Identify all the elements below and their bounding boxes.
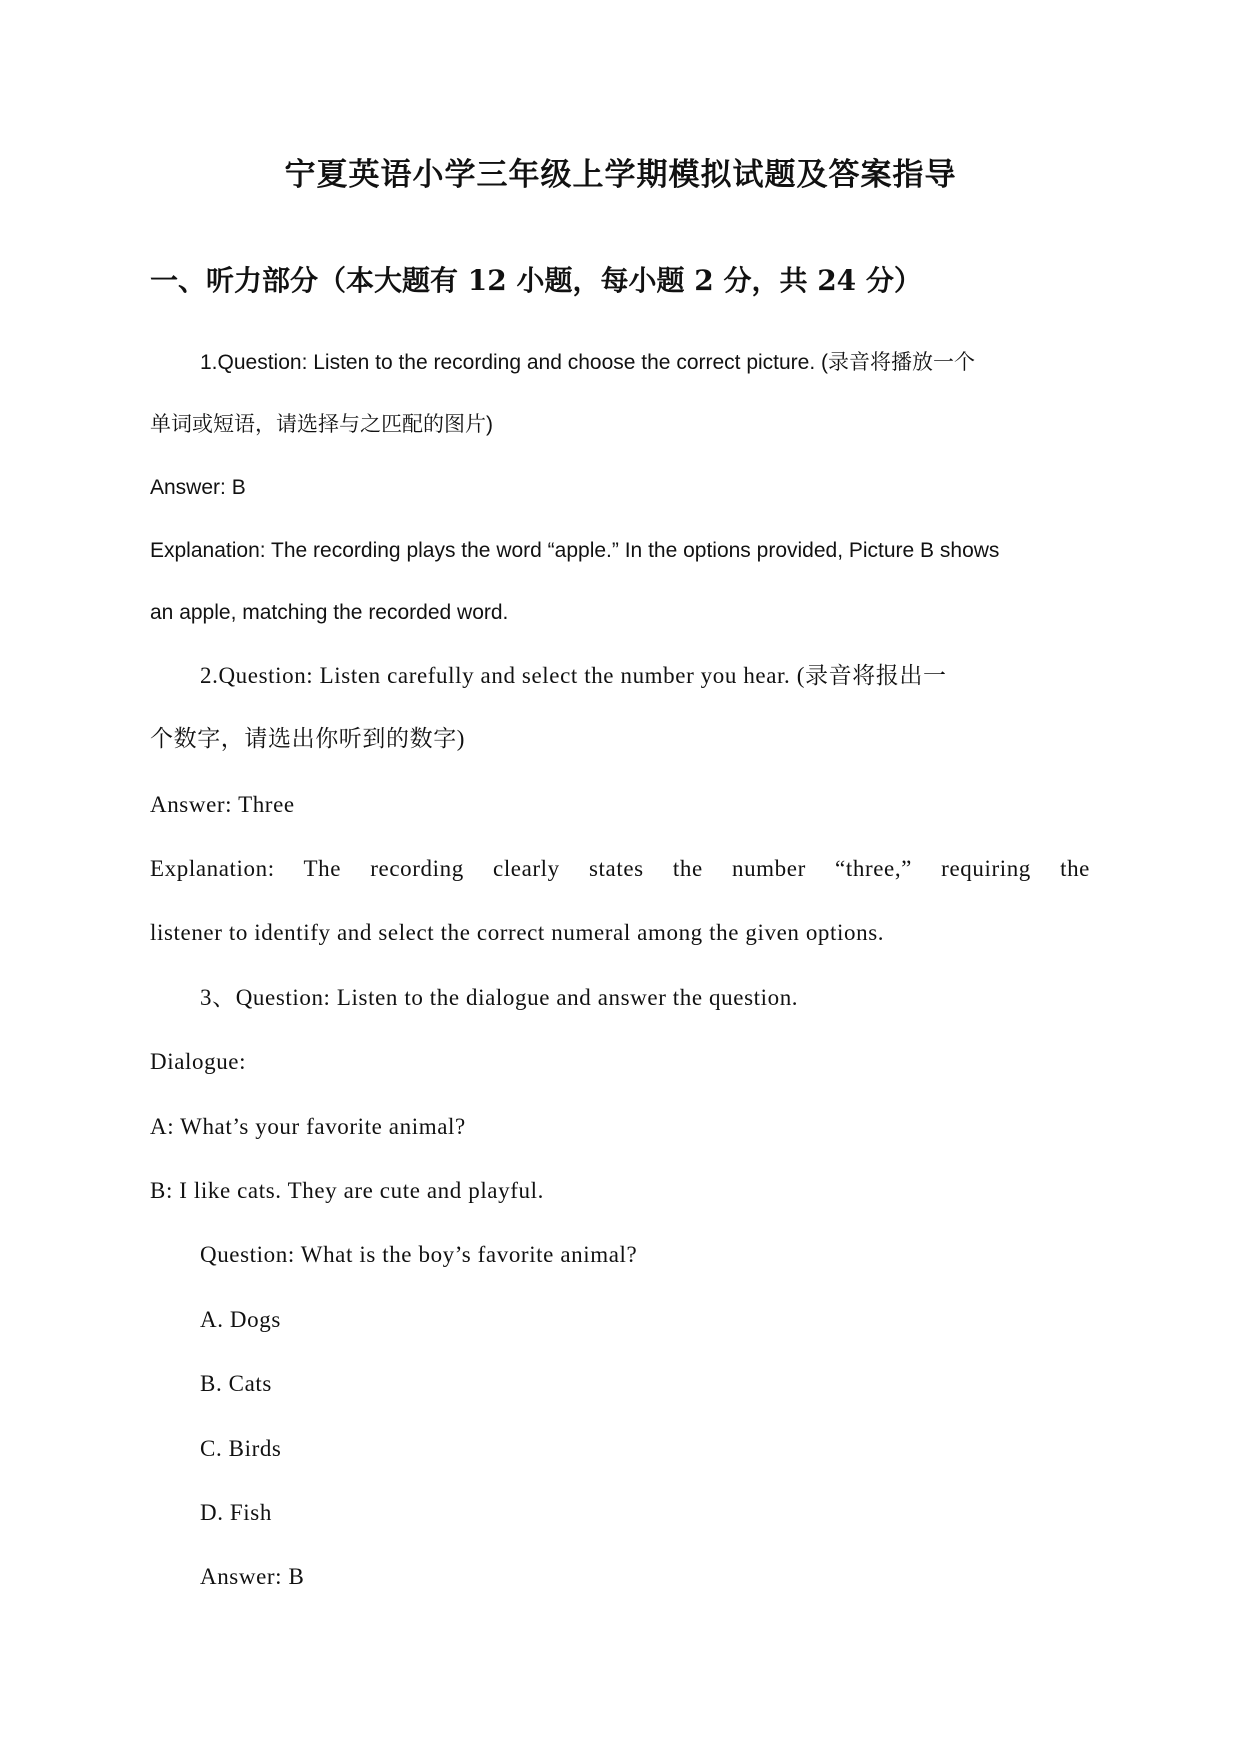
q3-question-line1: 3、Question: Listen to the dialogue and answer the question. [200,985,799,1010]
q3-option-d: D. Fish [200,1500,272,1525]
section-heading: 一、听力部分（本大题有 12 小题，每小题 2 分，共 24 分） [150,264,922,297]
q3-dialogue-label: Dialogue: [150,1049,247,1074]
document-title: 宁夏英语小学三年级上学期模拟试题及答案指导 [284,157,957,193]
q1-question-line1: 1.Question: Listen to the recording and choose the correct picture. (录音将播放一个 [200,351,976,374]
q3-option-c: C. Birds [200,1436,282,1461]
q1-explanation-line1: Explanation: The recording plays the word “apple.” In the options provided, Picture B shows [150,539,1000,562]
q1-question-line2: 单词或短语，请选择与之匹配的图片) [150,413,493,436]
q3-dialogue-a: A: What’s your favorite animal? [150,1114,466,1139]
q2-question-line1: 2.Question: Listen carefully and select the number you hear. (录音将报出一 [200,663,947,688]
q2-explanation-line1: Explanation: The recording clearly states the number “three,” requiring the [150,856,1090,881]
q2-question-line2: 个数字，请选出你听到的数字) [150,726,466,751]
q3-option-a: A. Dogs [200,1307,281,1332]
q2-explanation-line2: listener to identify and select the correct numeral among the given options. [150,920,885,945]
q3-option-b: B. Cats [200,1371,272,1396]
q3-answer: Answer: B [200,1564,305,1589]
q1-explanation-line2: an apple, matching the recorded word. [150,601,509,624]
q2-answer: Answer: Three [150,792,295,817]
q1-answer: Answer: B [150,476,246,499]
q3-question: Question: What is the boy’s favorite animal? [200,1242,638,1267]
q3-dialogue-b: B: I like cats. They are cute and playful. [150,1178,544,1203]
